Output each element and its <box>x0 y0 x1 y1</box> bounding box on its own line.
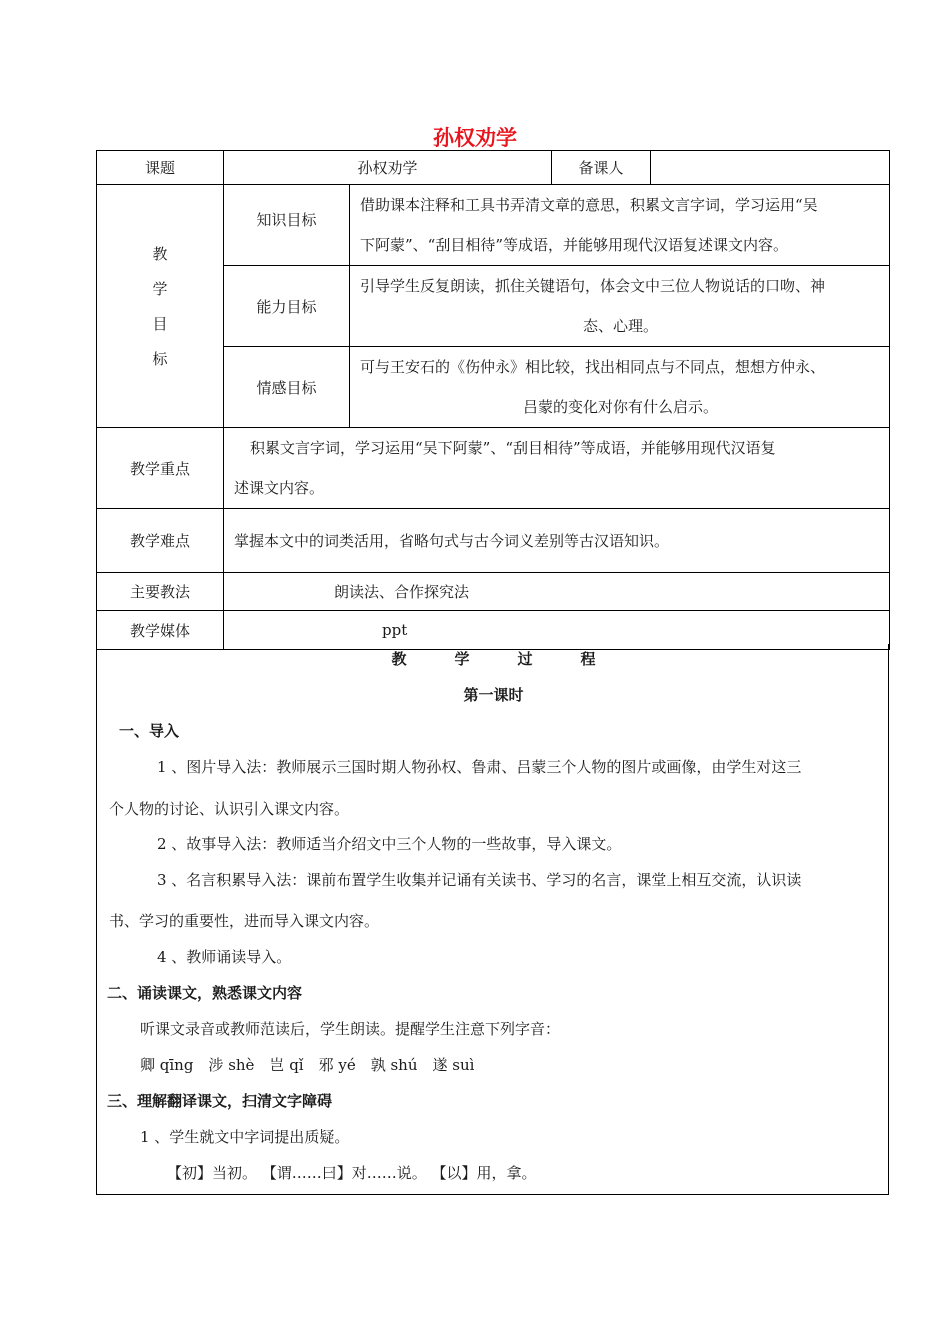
preparer-value <box>651 151 890 185</box>
media-value: ppt <box>224 611 890 650</box>
section-1-p1-line2: 个人物的讨论、认识引入课文内容。 <box>109 800 350 818</box>
difficulty-text: 掌握本文中的词类活用，省略句式与古今词义差别等古汉语知识。 <box>224 509 890 573</box>
section-1-p2: 2 、故事导入法：教师适当介绍文中三个人物的一些故事，导入课文。 <box>157 835 622 853</box>
section-3-p1: 1 、学生就文中字词提出质疑。 <box>140 1128 350 1146</box>
goals-label: 教 学 目 标 <box>97 185 224 428</box>
ability-goal-text: 引导学生反复朗读，抓住关键语句，体会文中三位人物说话的口吻、神 态、心理。 <box>350 266 890 347</box>
section-3-p2: 【初】当初。 【谓……曰】对……说。 【以】用，拿。 <box>167 1164 537 1182</box>
knowledge-goal-label: 知识目标 <box>224 185 350 266</box>
key-points-label: 教学重点 <box>97 428 224 509</box>
section-1-p3-line2: 书、学习的重要性，进而导入课文内容。 <box>109 912 380 930</box>
preparer-label: 备课人 <box>552 151 651 185</box>
section-1-p4: 4 、教师诵读导入。 <box>157 948 292 966</box>
ability-goal-label: 能力目标 <box>224 266 350 347</box>
topic-value: 孙权劝学 <box>224 151 552 185</box>
section-1-title: 一、导入 <box>119 722 180 740</box>
emotion-goal-label: 情感目标 <box>224 347 350 428</box>
section-2-p1: 听课文录音或教师范读后，学生朗读。提醒学生注意下列字音： <box>140 1020 561 1038</box>
key-points-text: 积累文言字词，学习运用“吴下阿蒙”、“刮目相待”等成语，并能够用现代汉语复 述课文内容。 <box>224 428 890 509</box>
section-1-p1-line1: 1 、图片导入法：教师展示三国时期人物孙权、鲁肃、吕蒙三个人物的图片或画像，由学生对这三 <box>157 758 802 776</box>
process-heading: 教 学 过 程 <box>391 650 596 668</box>
method-value: 朗读法、合作探究法 <box>224 573 890 611</box>
section-2-pronunciations: 卿 qīng 涉 shè 岂 qǐ 邪 yé 孰 shú 遂 suì <box>140 1056 475 1074</box>
method-label: 主要教法 <box>97 573 224 611</box>
lesson-number: 第一课时 <box>463 686 524 704</box>
page-title: 孙权劝学 <box>433 126 517 150</box>
difficulty-label: 教学难点 <box>97 509 224 573</box>
media-label: 教学媒体 <box>97 611 224 650</box>
knowledge-goal-text: 借助课本注释和工具书弄清文章的意思，积累文言字词，学习运用“吴 下阿蒙”、“刮目相待”等成语，并能够用现代汉语复述课文内容。 <box>350 185 890 266</box>
section-2-title: 二、诵读课文，熟悉课文内容 <box>107 984 303 1002</box>
lesson-plan-table <box>96 150 890 650</box>
topic-label: 课题 <box>97 151 224 185</box>
emotion-goal-text: 可与王安石的《伤仲永》相比较，找出相同点与不同点，想想方仲永、 吕蒙的变化对你有什么启示。 <box>350 347 890 428</box>
section-1-p3-line1: 3 、名言积累导入法：课前布置学生收集并记诵有关读书、学习的名言，课堂上相互交流，认识读 <box>157 871 802 889</box>
teaching-process <box>96 644 889 1195</box>
section-3-title: 三、理解翻译课文，扫清文字障碍 <box>107 1092 333 1110</box>
